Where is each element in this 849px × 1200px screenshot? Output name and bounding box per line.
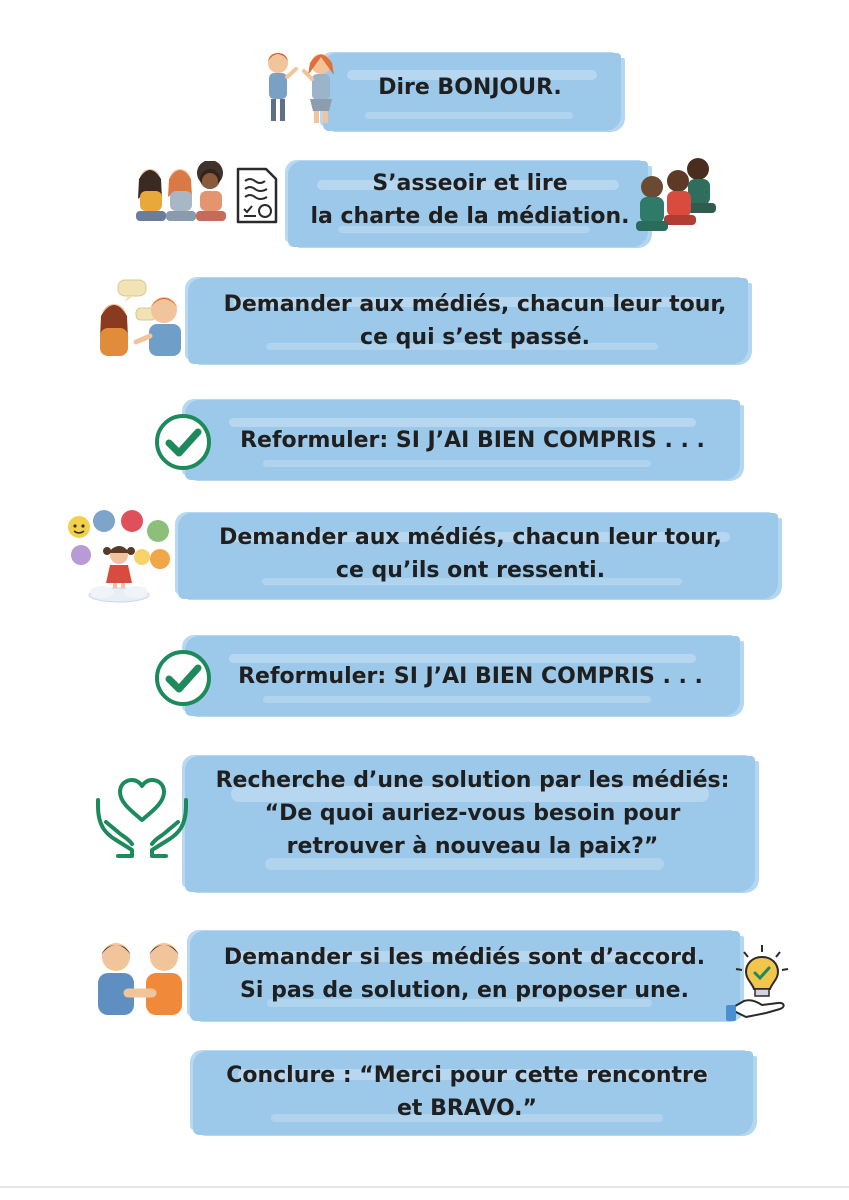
step-text [218, 660, 723, 693]
step-text [193, 1059, 741, 1125]
step-text [345, 71, 595, 104]
step-line: Demander aux médiés, chacun leur tour, [223, 292, 727, 317]
talking-children-icon [92, 276, 188, 360]
step-text [270, 167, 670, 233]
step-ressenti [0, 505, 849, 610]
step-text [183, 521, 758, 587]
step-line: Reformuler: SI J’AI BIEN COMPRIS . . . [240, 428, 705, 453]
seated-children-icon [132, 161, 232, 243]
step-reformuler-1 [0, 392, 849, 487]
step-line: ce qui s’est passé. [360, 325, 590, 350]
step-line: ce qu’ils ont ressenti. [335, 558, 606, 583]
step-line: Reformuler: SI J’AI BIEN COMPRIS . . . [238, 664, 703, 689]
step-text [220, 424, 725, 457]
check-circle-icon [153, 412, 213, 472]
step-text [190, 288, 760, 354]
step-line: retrouver à nouveau la paix?” [286, 834, 659, 859]
step-line: Conclure : “Merci pour cette rencontre [226, 1063, 708, 1088]
step-accord [0, 925, 849, 1030]
step-line: Recherche d’une solution par les médiés: [215, 768, 730, 793]
check-circle-icon [153, 648, 213, 708]
step-text [190, 764, 755, 863]
step-passe [0, 272, 849, 372]
step-line: et BRAVO.” [396, 1096, 537, 1121]
emotions-icon [64, 509, 174, 605]
step-line: Dire BONJOUR. [378, 75, 562, 100]
step-solution [0, 752, 849, 897]
children-greeting-icon [258, 49, 344, 129]
handshake-children-icon [88, 933, 192, 1019]
step-conclure [0, 1045, 849, 1140]
page-bottom-edge [0, 1186, 849, 1188]
step-charte [0, 155, 849, 255]
heart-hands-icon [92, 776, 192, 860]
step-text [192, 941, 737, 1007]
step-line: la charte de la médiation. [310, 204, 630, 229]
step-bonjour [0, 45, 849, 140]
step-line: “De quoi auriez-vous besoin pour [264, 801, 681, 826]
step-line: S’asseoir et lire [372, 171, 568, 196]
step-line: Si pas de solution, en proposer une. [240, 978, 689, 1003]
step-reformuler-2 [0, 628, 849, 723]
step-line: Demander si les médiés sont d’accord. [223, 945, 706, 970]
step-line: Demander aux médiés, chacun leur tour, [219, 525, 722, 550]
